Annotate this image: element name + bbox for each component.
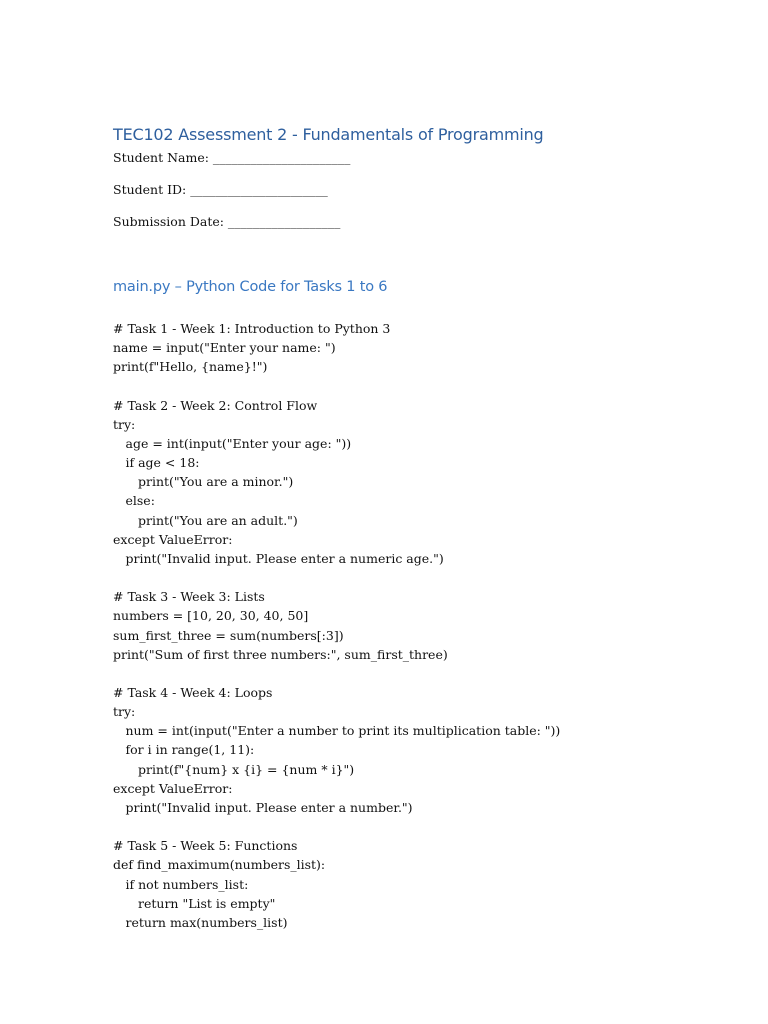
section-heading: main.py – Python Code for Tasks 1 to 6	[113, 279, 388, 295]
code-line: print("You are an adult.")	[138, 512, 298, 528]
code-line: print(f"{num} x {i} = {num * i}")	[138, 761, 355, 777]
code-line: # Task 5 - Week 5: Functions	[113, 838, 298, 854]
code-line: except ValueError:	[113, 531, 233, 547]
code-line: age = int(input("Enter your age: "))	[125, 435, 352, 451]
code-line: print("Invalid input. Please enter a number.")	[125, 799, 413, 815]
student-name-field: Student Name: ______________________	[113, 150, 351, 165]
code-line: for i in range(1, 11):	[125, 742, 255, 758]
code-line: print("Sum of first three numbers:", sum_first_three)	[113, 646, 448, 662]
student-id-field: Student ID: ______________________	[113, 182, 328, 197]
code-line: num = int(input("Enter a number to print its multiplication table: "))	[125, 723, 561, 739]
code-blank-line	[113, 376, 733, 395]
code-line: try:	[113, 704, 136, 720]
code-line: return "List is empty"	[138, 895, 276, 911]
code-line: print(f"Hello, {name}!")	[113, 359, 268, 375]
code-line: name = input("Enter your name: ")	[113, 340, 336, 356]
code-blank-line	[113, 568, 733, 587]
code-line: # Task 4 - Week 4: Loops	[113, 684, 273, 700]
code-line: # Task 3 - Week 3: Lists	[113, 589, 265, 605]
submission-date-field: Submission Date: __________________	[113, 214, 341, 229]
code-line: print("You are a minor.")	[138, 474, 294, 490]
code-line: return max(numbers_list)	[125, 914, 288, 930]
document-title: TEC102 Assessment 2 - Fundamentals of Programming	[113, 125, 544, 144]
code-line: try:	[113, 416, 136, 432]
code-line: else:	[125, 493, 155, 509]
code-line: sum_first_three = sum(numbers[:3])	[113, 627, 344, 643]
code-line: print("Invalid input. Please enter a numeric age.")	[125, 550, 444, 566]
code-blank-line	[113, 664, 733, 683]
code-blank-line	[113, 817, 733, 836]
code-block	[113, 319, 733, 932]
code-line: if age < 18:	[125, 455, 200, 471]
code-line: # Task 1 - Week 1: Introduction to Python 3	[113, 321, 391, 336]
code-line: def find_maximum(numbers_list):	[113, 857, 326, 873]
code-line: # Task 2 - Week 2: Control Flow	[113, 397, 318, 413]
code-line: except ValueError:	[113, 780, 233, 796]
code-line: if not numbers_list:	[125, 876, 249, 892]
code-line: numbers = [10, 20, 30, 40, 50]	[113, 608, 309, 624]
